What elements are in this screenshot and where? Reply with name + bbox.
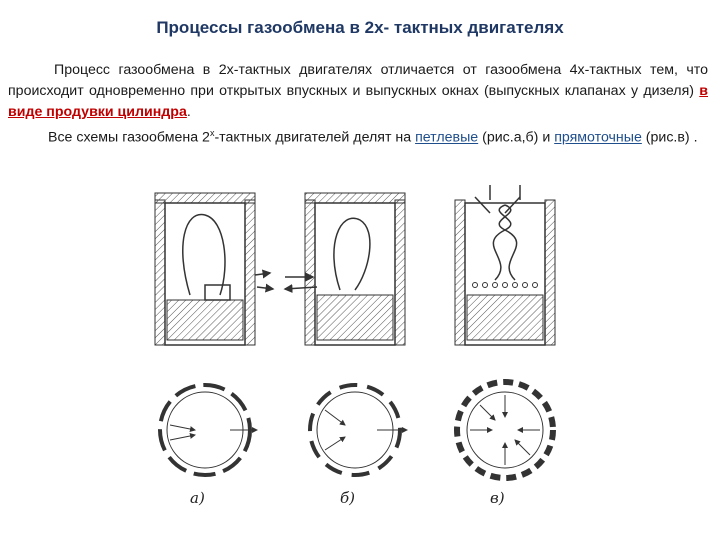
highlight-scavenging: в виде продувки цилиндра bbox=[8, 83, 708, 120]
scheme-b-cylinder bbox=[285, 193, 405, 345]
scheme-c-top-view bbox=[457, 382, 553, 478]
slide-title: Процессы газообмена в 2х- тактных двигателях bbox=[156, 18, 564, 37]
paragraph-2-after-sup: -тактных двигателей делят на bbox=[214, 129, 416, 146]
scheme-c-cylinder bbox=[455, 185, 555, 345]
paragraph-2-end: (рис.в) . bbox=[641, 129, 698, 146]
scheme-a-cylinder bbox=[155, 193, 273, 345]
paragraph-2 bbox=[8, 123, 708, 149]
scavenging-schemes-drawing bbox=[145, 185, 575, 515]
paragraph-1-end: . bbox=[186, 104, 191, 120]
superscript-x: х bbox=[209, 128, 215, 138]
paragraph-1-text: Процесс газообмена в 2х-тактных двигателях отличается от газообмена 4х-тактных тем, что происходит одновременно при открытых впускных и выпускных окнах (выпускных клапанах у дизеля) bbox=[8, 62, 708, 99]
port-dots-row bbox=[473, 283, 538, 288]
body-text bbox=[8, 60, 708, 149]
paragraph-2-mid: (рис.а,б) и bbox=[478, 129, 555, 146]
label-c: в) bbox=[490, 489, 505, 507]
paragraph-1 bbox=[8, 60, 708, 123]
label-b: б) bbox=[340, 489, 356, 507]
label-a: а) bbox=[190, 489, 205, 507]
scheme-a-top-view bbox=[160, 385, 257, 475]
term-loop: петлевые bbox=[415, 129, 479, 146]
scheme-b-top-view bbox=[310, 385, 407, 475]
term-uniflow: прямоточные bbox=[554, 129, 642, 146]
paragraph-2-start: Все схемы газообмена 2 bbox=[48, 129, 210, 146]
scavenging-schemes-figure bbox=[145, 185, 575, 515]
